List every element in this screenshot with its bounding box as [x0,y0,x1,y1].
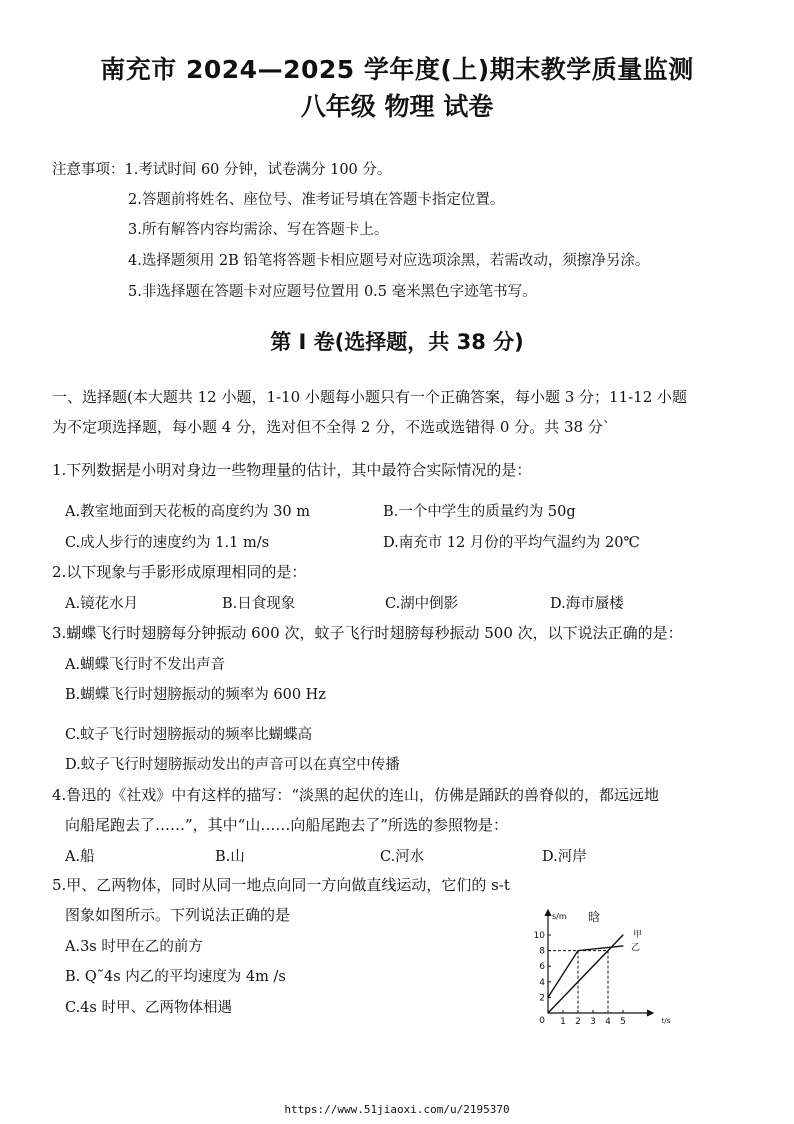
question-3-option-b: B.蝴蝶飞行时翅膀振动的频率为 600 Hz [65,687,326,703]
label-yi: 乙 [631,942,641,953]
origin-label: 0 [539,1016,545,1026]
question-3-option-a: A.蝴蝶飞行时不发出声音 [65,657,226,673]
note-4: 4.选择题须用 2B 铅笔将答题卡相应题号对应选项涂黑，若需改动，须擦净另涂。 [128,253,650,269]
x-tick-label: 5 [620,1017,626,1027]
y-tick-label: 8 [539,946,545,957]
y-tick-label: 10 [533,931,545,941]
section-title: 第 Ⅰ 卷(选择题，共 38 分) [270,330,524,354]
point-yi [547,997,548,998]
question-5-stem-line-1: 5.甲、乙两物体，同时从同一地点向同一方向做直线运动，它们的 s-t [52,876,510,894]
note-1: 注意事项：1.考试时间 60 分钟，试卷满分 100 分。 [52,162,392,178]
question-2-option-a: A.镜花水月 [65,596,139,612]
question-1-option-a: A.教室地面到天花板的高度约为 30 m [65,504,310,520]
x-axis-label: t/s [661,1017,670,1025]
footer-url[interactable]: https://www.51jiaoxi.com/u/2195370 [284,1103,510,1116]
point-jia [607,950,608,951]
question-1-option-c: C.成人步行的速度约为 1.1 m/s [65,535,270,551]
question-1-stem: 1.下列数据是小明对身边一些物理量的估计，其中最符合实际情况的是： [52,461,532,479]
question-2-stem: 2.以下现象与手影形成原理相同的是： [52,563,307,581]
question-4-stem-line-2: 向船尾跑去了……”，其中“山……向船尾跑去了”所选的参照物是： [65,816,509,834]
exam-subtitle: 八年级 物理 试卷 [300,92,494,121]
question-4-option-a: A.船 [65,849,95,865]
label-jia: 甲 [633,930,643,940]
note-5: 5.非选择题在答题卡对应题号位置用 0.5 毫米黑色字迹笔书写。 [128,284,537,300]
y-tick-label: 4 [539,977,545,988]
exam-title: 南充市 2024—2025 学年度(上)期末教学质量监测 [100,55,694,84]
question-1-option-d: D.南充市 12 月份的平均气温约为 20℃ [383,535,640,551]
note-3: 3.所有解答内容均需涂、写在答题卡上。 [128,222,389,238]
question-5-option-b: B. Q˜4s 内乙的平均速度为 4m /s [65,969,286,985]
point-jia [547,1012,548,1013]
point-jia [622,934,623,935]
note-2: 2.答题前将姓名、座位号、准考证号填在答题卡指定位置。 [128,192,505,208]
question-2-option-d: D.海市蜃楼 [550,596,624,612]
graph-mark: 晗 [588,910,601,924]
question-5-stem-line-2: 图象如图所示。下列说法正确的是 [65,906,291,924]
x-tick-label: 3 [590,1017,596,1027]
question-2-option-b: B.日食现象 [222,596,296,612]
st-graph [530,905,670,1030]
x-tick-label: 1 [560,1017,566,1027]
question-2-option-c: C.湖中倒影 [385,596,459,612]
question-4-option-b: B.山 [215,849,245,865]
line-yi [548,946,623,997]
question-5-option-a: A.3s 时甲在乙的前方 [65,939,203,955]
question-4-option-c: C.河水 [380,849,425,865]
question-3-stem: 3.蝴蝶飞行时翅膀每分钟振动 600 次，蚊子飞行时翅膀每秒振动 500 次，以下说法正确的是： [52,624,683,642]
question-1-option-b: B.一个中学生的质量约为 50g [383,504,576,520]
question-3-option-d: D.蚊子飞行时翅膀振动发出的声音可以在真空中传播 [65,757,400,773]
y-tick-label: 6 [539,962,545,973]
y-tick-label: 2 [539,993,545,1004]
question-5-option-c: C.4s 时甲、乙两物体相遇 [65,1000,232,1016]
point-yi [622,945,623,946]
intro-line-1: 一、选择题(本大题共 12 小题，1-10 小题每小题只有一个正确答案，每小题 3 分；11-12 小题 [52,388,688,406]
point-yi [577,950,578,951]
question-3-option-c: C.蚊子飞行时翅膀振动的频率比蝴蝶高 [65,727,313,743]
x-tick-label: 2 [575,1017,581,1027]
intro-line-2: 为不定项选择题，每小题 4 分，选对但不全得 2 分，不选或选错得 0 分。共 38 分` [52,418,611,436]
question-4-stem-line-1: 4.鲁迅的《社戏》中有这样的描写：“淡黑的起伏的连山，仿佛是踊跃的兽脊似的，都远远地 [52,786,659,804]
y-axis-label: s/m [552,912,567,921]
question-4-option-d: D.河岸 [542,849,587,865]
x-tick-label: 4 [605,1017,611,1027]
